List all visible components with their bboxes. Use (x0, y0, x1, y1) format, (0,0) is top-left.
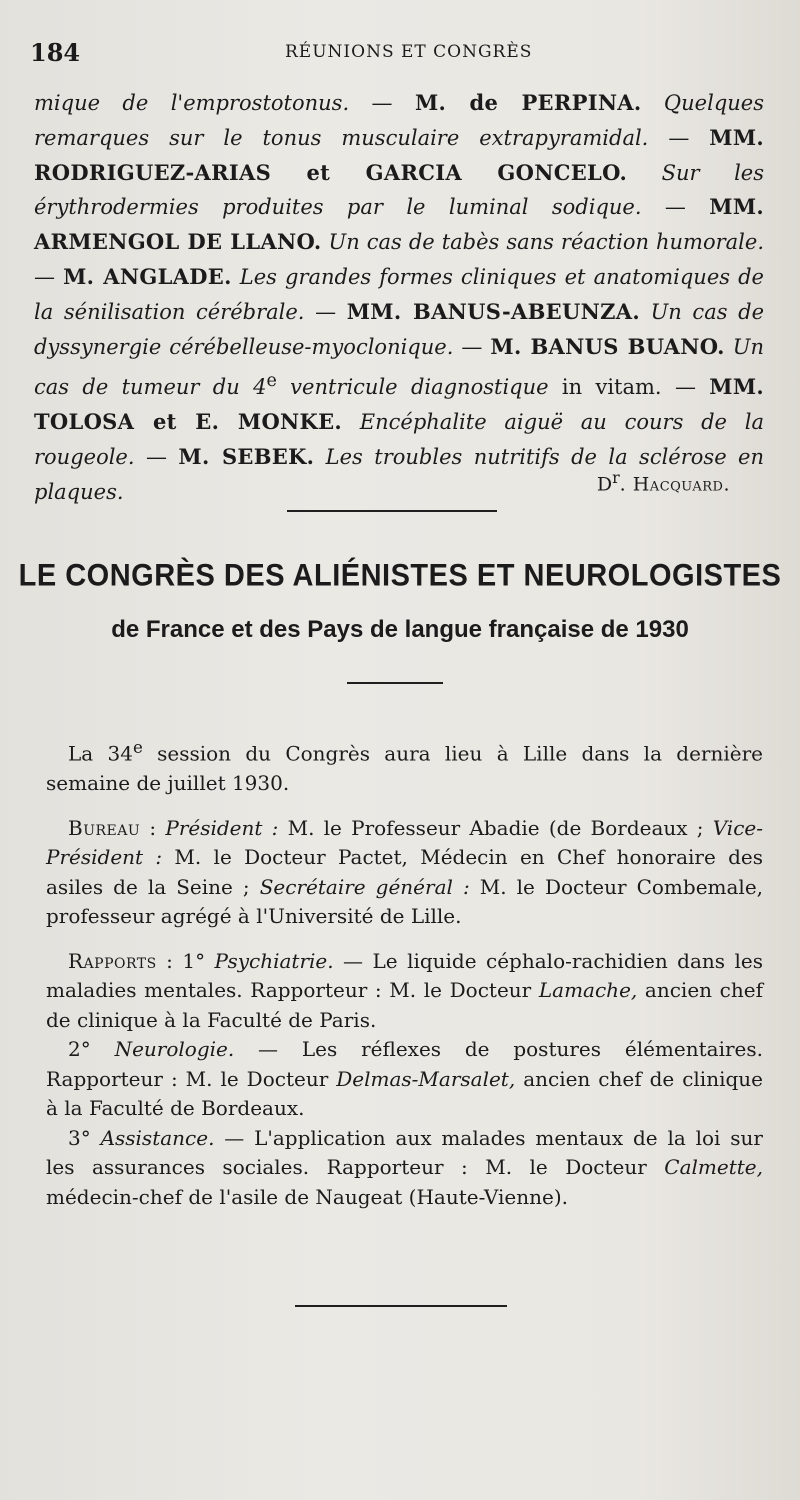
rapports-label: Rapports (68, 948, 157, 973)
section-heading: LE CONGRÈS DES ALIÉNISTES ET NEUROLOGISTES (18, 558, 782, 594)
dash: — (304, 299, 347, 324)
superscript: e (266, 371, 277, 392)
dash: — (641, 195, 710, 220)
section-subheading: de France et des Pays de langue française de 1930 (111, 616, 689, 643)
dash: — (34, 264, 64, 289)
bureau-label: Bureau (68, 815, 141, 840)
congress-body (46, 733, 763, 1212)
notice-text: Sur les érythrodermies produites par le luminal sodique. (34, 160, 764, 220)
signature: $D^r$. Hacquard. (596, 468, 730, 496)
notice-text: ventricule diagnostique (276, 375, 549, 400)
author: M. SEBEK. (178, 443, 315, 469)
notice-text: Un cas de tabès sans réaction humorale. (321, 230, 764, 255)
author: MM. TOLOSA et E. MONKE. (34, 374, 764, 435)
page-number: 184 (30, 38, 81, 67)
report-1: Rapports : 1° Psychiatrie. — Le liquide céphalo-rachidien dans les maladies mentales. Rapporteur : M. le Docteur Lamache, ancien chef de clinique à la Faculté de Paris. (46, 948, 764, 1032)
section-divider (287, 510, 497, 512)
notice-text: Encéphalite aiguë au cours de la rougeole. (34, 410, 764, 469)
dash: — (134, 444, 179, 469)
heading-divider (347, 682, 443, 684)
report-2: 2° Neurologie. — Les réflexes de postures élémentaires. Rapporteur : M. le Docteur Delmas-Marsalet, ancien chef de clinique à la Faculté de Bordeaux. (46, 1037, 763, 1121)
author: M. de PERPINA. (414, 90, 642, 115)
dash: — (349, 91, 415, 115)
author: M. BANUS BUANO. (490, 333, 725, 359)
end-divider (295, 1305, 507, 1307)
session-paragraph: La 34e session du Congrès aura lieu à Lille dans la dernière semaine de juillet 1930. (46, 738, 763, 796)
running-title: RÉUNIONS ET CONGRÈS (285, 42, 533, 62)
notice-text: Un cas de tumeur du 4 (34, 334, 764, 400)
dash: — (648, 125, 710, 150)
communications-list (34, 86, 764, 510)
author: MM. BANUS-ABEUNZA. (346, 298, 640, 324)
running-head (30, 38, 760, 68)
author: M. ANGLADE. (63, 263, 232, 289)
notice-text: Les grandes formes cliniques et anatomiques de la sénilisation cérébrale. (34, 264, 764, 324)
notice-text: mique de l'emprostotonus. (34, 91, 350, 115)
dash: — (661, 375, 710, 400)
notice-text: in vitam. (548, 375, 662, 400)
dash: — (453, 334, 491, 359)
notice-text: Quelques remarques sur le tonus musculaire extrapyramidal. (34, 91, 764, 150)
notice-text: Les troubles nutritifs de la sclérose en plaques. (34, 444, 765, 504)
bureau-paragraph: Bureau : Président : M. le Professeur Abadie (de Bordeaux ; Vice-Président : M. le Docteur Pactet, Médecin en Chef honoraire des asiles de la Seine ; Secrétaire général : M. le Docteur Combemale, professeur agrégé à l'Université de Lille. (46, 815, 764, 929)
notice-text: Un cas de dyssynergie cérébelleuse-myoclonique. (34, 299, 764, 359)
author: MM. RODRIGUEZ-ARIAS et GARCIA GONCELO. (34, 124, 764, 185)
report-3: 3° Assistance. — L'application aux malades mentaux de la loi sur les assurances sociales. Rapporteur : M. le Docteur Calmette, médecin-chef de l'asile de Naugeat (Haute-Vienne). (46, 1125, 763, 1209)
author: MM. ARMENGOL DE LLANO. (34, 194, 764, 255)
